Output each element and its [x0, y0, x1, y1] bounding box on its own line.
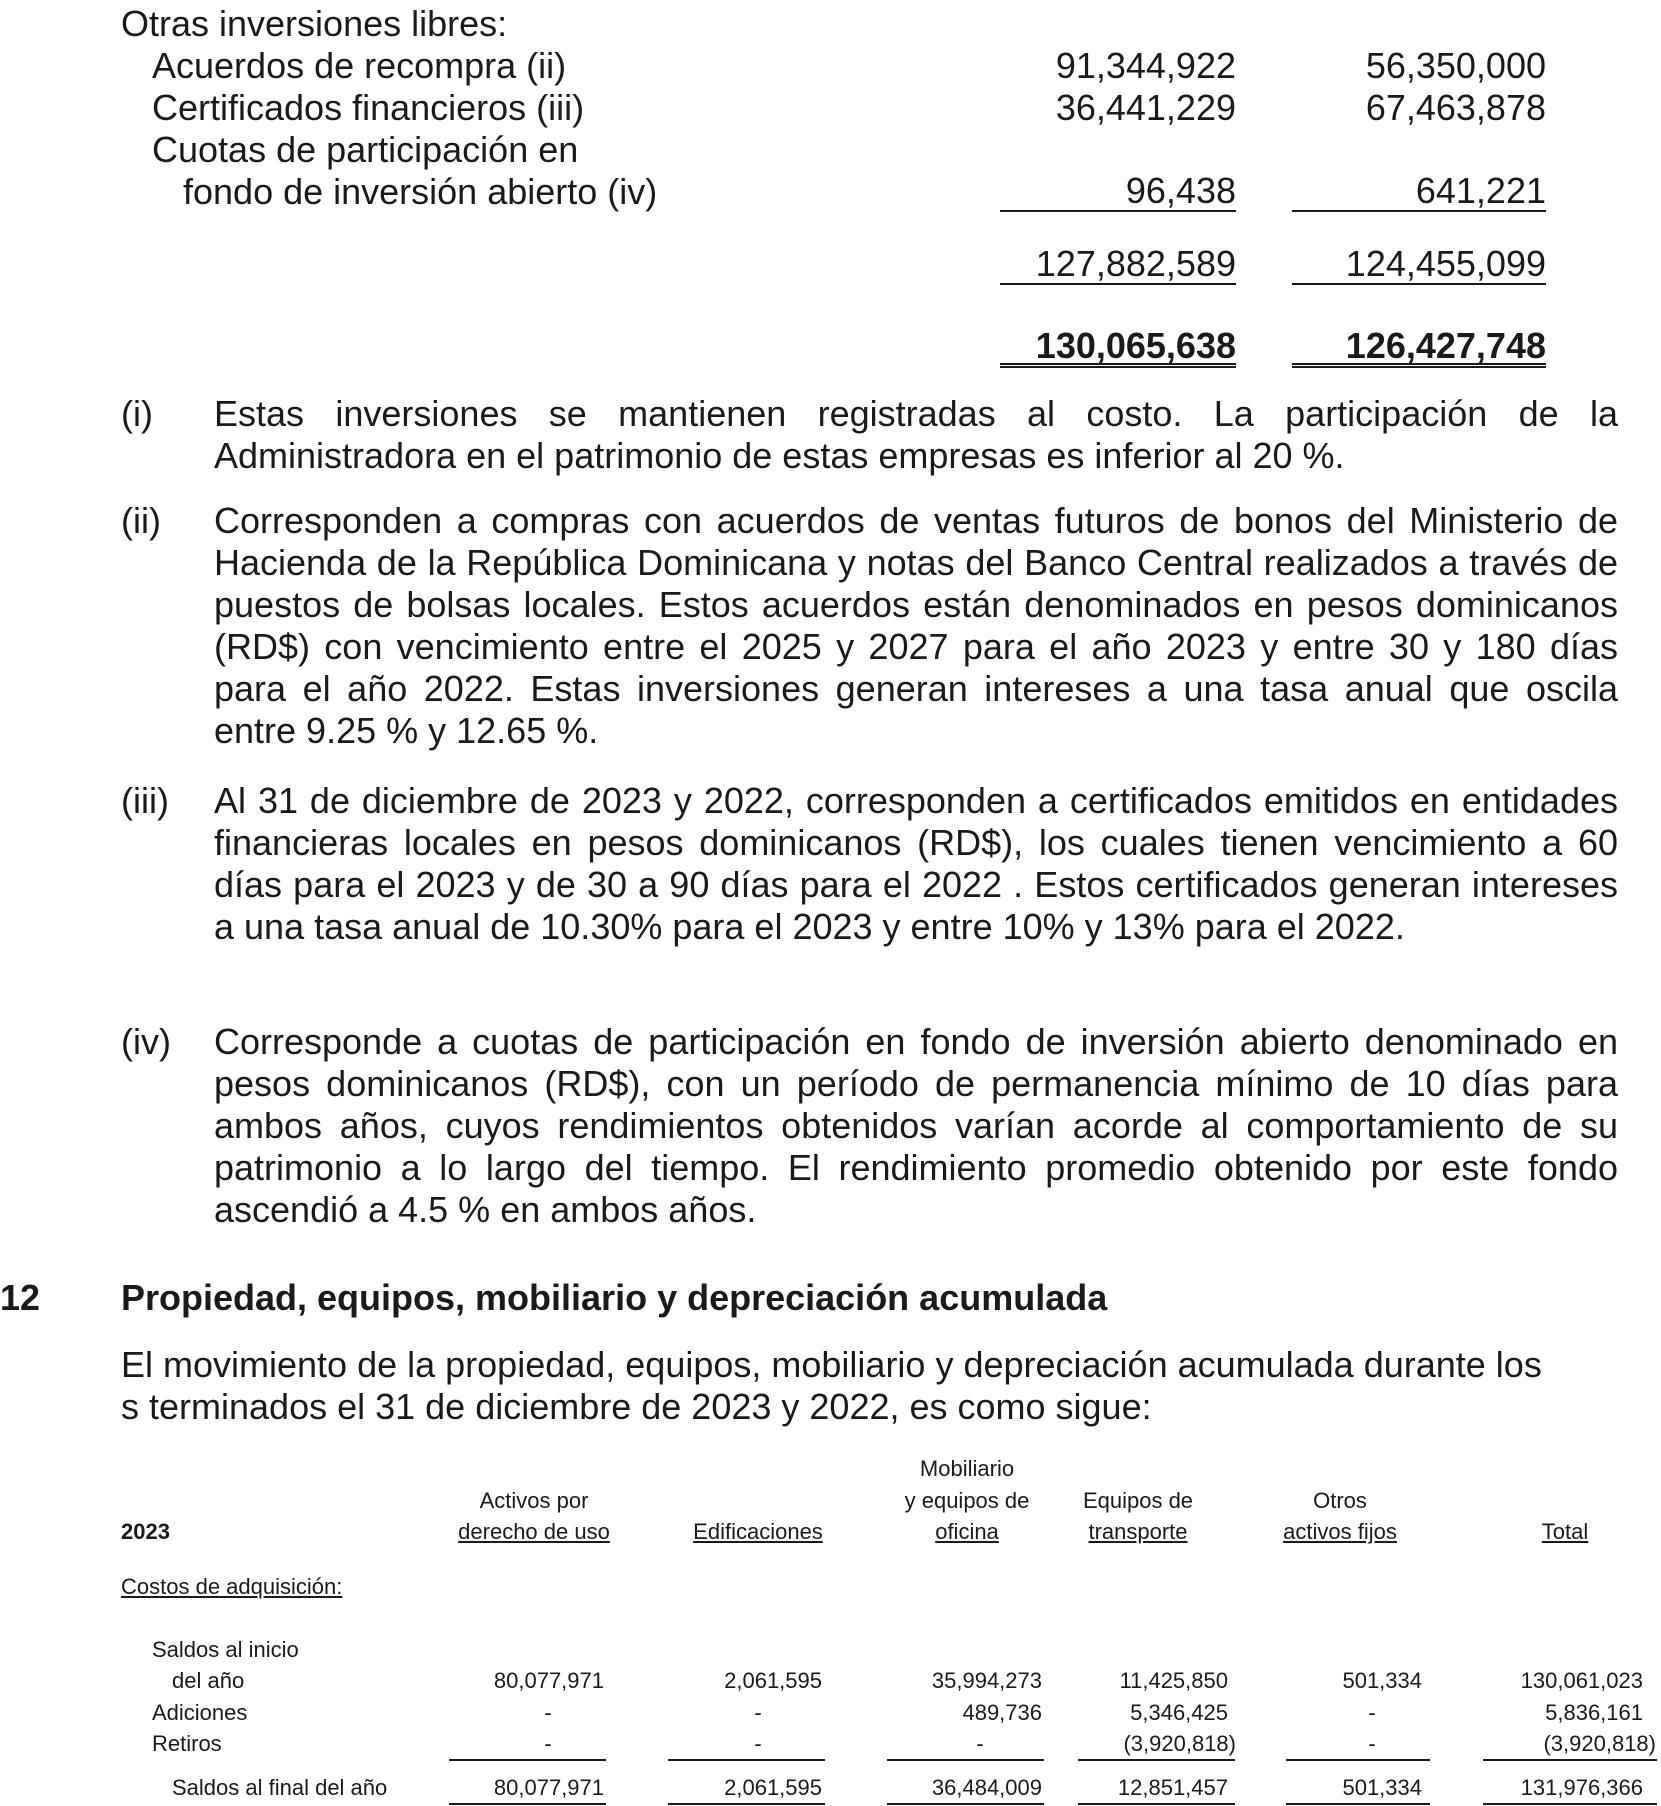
- row-label-repos: Acuerdos de recompra (ii): [152, 45, 567, 86]
- rule-edificaciones: [668, 1759, 825, 1761]
- col-header-total: Total: [1541, 1519, 1589, 1544]
- retirements-edificaciones: -: [754, 1731, 762, 1756]
- rule-total: [1483, 1759, 1657, 1761]
- retirements-mobiliario: -: [976, 1731, 984, 1756]
- repos-2023: 91,344,922: [1055, 45, 1236, 86]
- investments-section-label: Otras inversiones libres:: [121, 3, 508, 44]
- row-label-cuotas-1: Cuotas de participación en: [152, 129, 579, 170]
- closing-rule-edificaciones: [668, 1803, 825, 1805]
- closing-rule-derecho-uso: [449, 1803, 606, 1805]
- additions-mobiliario: 489,736: [962, 1700, 1042, 1725]
- closing-otros: 501,334: [1342, 1775, 1422, 1800]
- note-text-ii: Corresponden a compras con acuerdos de ventas futuros de bonos del Ministerio de Hacienda de la República Dominicana y notas del Banco Central realizados a través de puestos de bolsas locales. Estos acuerdos están denominados en pesos dominicanos (RD$) con vencimiento entre el 2025 y 2027 para el año 2023 y entre 30 y 180 días para el año 2022. Estas inversiones generan intereses a una tasa anual que oscila entre 9.25 % y 12.65 %.: [214, 500, 1618, 751]
- note-marker-ii: (ii): [121, 500, 161, 541]
- closing-label: Saldos al final del año: [172, 1775, 388, 1800]
- note-marker-i: (i): [121, 393, 153, 434]
- opening-transporte: 11,425,850: [1119, 1668, 1228, 1693]
- col-header-otros-2: activos fijos: [1283, 1519, 1397, 1544]
- additions-transporte: 5,346,425: [1130, 1700, 1228, 1725]
- closing-rule-total: [1483, 1803, 1657, 1805]
- additions-edificaciones: -: [754, 1700, 762, 1725]
- costos-label: Costos de adquisición:: [121, 1574, 343, 1599]
- col-header-mobiliario-0: Mobiliario: [919, 1456, 1015, 1481]
- cuotas-2022: 641,221: [1292, 170, 1546, 212]
- section-intro-line2: s terminados el 31 de diciembre de 2023 y 2022, es como sigue:: [121, 1386, 1152, 1427]
- section-number: 12: [0, 1277, 41, 1318]
- certificados-2022: 67,463,878: [1365, 87, 1546, 128]
- rule-transporte: [1078, 1759, 1235, 1761]
- col-header-mobiliario-2: oficina: [935, 1519, 999, 1544]
- opening-label-2: del año: [172, 1668, 245, 1693]
- opening-mobiliario: 35,994,273: [931, 1668, 1042, 1693]
- closing-total: 131,976,366: [1520, 1775, 1643, 1800]
- col-header-otros-1: Otros: [1313, 1488, 1367, 1513]
- col-header-transporte-1: Equipos de: [1082, 1488, 1194, 1513]
- retirements-otros: -: [1368, 1731, 1376, 1756]
- rule-mobiliario: [887, 1759, 1044, 1761]
- repos-2022: 56,350,000: [1365, 45, 1546, 86]
- retirements-total: (3,920,818): [1543, 1731, 1656, 1756]
- additions-total: 5,836,161: [1545, 1700, 1643, 1725]
- cuotas-2023: 96,438: [1000, 170, 1236, 212]
- additions-derecho-uso: -: [544, 1700, 552, 1725]
- retirements-label: Retiros: [152, 1731, 222, 1756]
- section-intro-line1: El movimiento de la propiedad, equipos, mobiliario y depreciación acumulada durante los: [121, 1344, 1542, 1385]
- col-header-edificaciones: Edificaciones: [693, 1519, 823, 1544]
- col-header-derecho-uso-2: derecho de uso: [458, 1519, 610, 1544]
- closing-transporte: 12,851,457: [1117, 1775, 1228, 1800]
- additions-label: Adiciones: [152, 1700, 248, 1725]
- retirements-derecho-uso: -: [544, 1731, 552, 1756]
- note-marker-iv: (iv): [121, 1021, 171, 1062]
- rule-otros: [1286, 1759, 1430, 1761]
- row-label-certificados: Certificados financieros (iii): [152, 87, 585, 128]
- opening-edificaciones: 2,061,595: [724, 1668, 822, 1693]
- closing-rule-otros: [1286, 1803, 1430, 1805]
- note-text-iv: Corresponde a cuotas de participación en fondo de inversión abierto denominado en pesos dominicanos (RD$), con un período de permanencia mínimo de 10 días para ambos años, cuyos rendimientos obtenidos varían acorde al comportamiento de su patrimonio a lo largo del tiempo. El rendimiento promedio obtenido por este fondo ascendió a 4.5 % en ambos años.: [214, 1021, 1618, 1230]
- total-2022: 126,427,748: [1292, 325, 1546, 368]
- certificados-2023: 36,441,229: [1055, 87, 1236, 128]
- closing-mobiliario: 36,484,009: [931, 1775, 1042, 1800]
- opening-otros: 501,334: [1342, 1668, 1422, 1693]
- col-header-transporte-2: transporte: [1088, 1519, 1188, 1544]
- retirements-transporte: (3,920,818): [1123, 1731, 1236, 1756]
- additions-otros: -: [1368, 1700, 1376, 1725]
- closing-edificaciones: 2,061,595: [724, 1775, 822, 1800]
- col-header-mobiliario-1: y equipos de: [904, 1488, 1030, 1513]
- note-text-iii: Al 31 de diciembre de 2023 y 2022, corresponden a certificados emitidos en entidades financieras locales en pesos dominicanos (RD$), los cuales tienen vencimiento a 60 días para el 2023 y de 30 a 90 días para el 2022 . Estos certificados generan intereses a una tasa anual de 10.30% para el 2023 y entre 10% y 13% para el 2022.: [214, 780, 1618, 947]
- table-year: 2023: [121, 1519, 170, 1544]
- closing-rule-transporte: [1078, 1803, 1235, 1805]
- opening-total: 130,061,023: [1520, 1668, 1643, 1693]
- note-marker-iii: (iii): [121, 780, 169, 821]
- note-text-i: Estas inversiones se mantienen registradas al costo. La participación de la Administradora en el patrimonio de estas empresas es inferior al 20 %.: [214, 393, 1618, 476]
- total-2023: 130,065,638: [1000, 325, 1236, 368]
- subtotal-2022: 124,455,099: [1292, 243, 1546, 285]
- opening-derecho-uso: 80,077,971: [493, 1668, 604, 1693]
- opening-label-1: Saldos al inicio: [152, 1637, 299, 1662]
- subtotal-2023: 127,882,589: [1000, 243, 1236, 285]
- closing-rule-mobiliario: [887, 1803, 1044, 1805]
- closing-derecho-uso: 80,077,971: [493, 1775, 604, 1800]
- col-header-derecho-uso-1: Activos por: [479, 1488, 589, 1513]
- section-title: Propiedad, equipos, mobiliario y depreciación acumulada: [121, 1277, 1108, 1318]
- rule-derecho-uso: [449, 1759, 606, 1761]
- row-label-cuotas-2: fondo de inversión abierto (iv): [183, 171, 658, 212]
